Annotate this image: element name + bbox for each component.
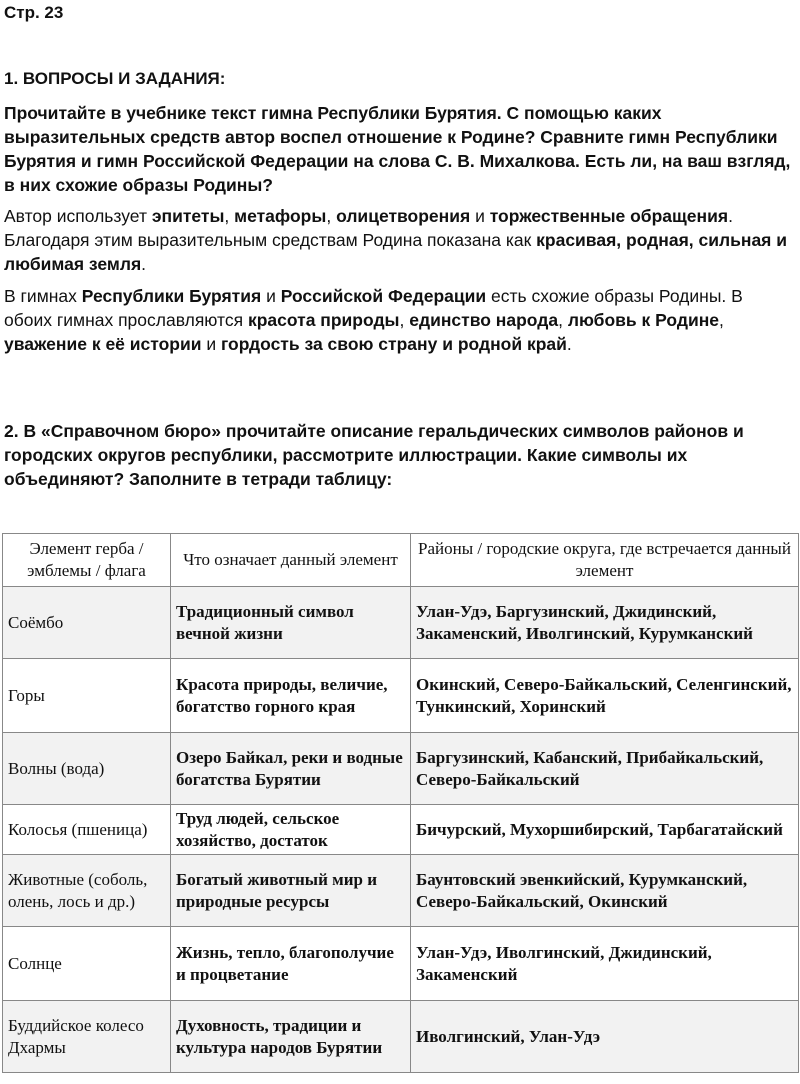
cell-districts: Бичурский, Мухоршибирский, Тарбагатайский (411, 805, 799, 855)
cell-element: Соёмбо (3, 587, 171, 659)
table-row (3, 659, 799, 733)
table-row (3, 855, 799, 927)
cell-districts: Иволгинский, Улан-Удэ (411, 1001, 799, 1073)
section-heading: 1. ВОПРОСЫ И ЗАДАНИЯ: (4, 69, 226, 88)
header-meaning: Что означает данный элемент (171, 534, 411, 587)
table-row (3, 927, 799, 1001)
cell-meaning: Духовность, традиции и культура народов Бурятии (171, 1001, 411, 1073)
answer-paragraph-2: В гимнах Республики Бурятия и Российской Федерации есть схожие образы Родины. В обоих гимнах прославляются красота природы, единство народа, любовь к Родине, уважение к её истории и гордость за свою страну и родной край. (4, 286, 743, 354)
page-number: Стр. 23 (4, 3, 64, 22)
heraldry-table (2, 533, 799, 1073)
cell-element: Колосья (пшеница) (3, 805, 171, 855)
cell-meaning: Красота природы, величие, богатство горного края (171, 659, 411, 733)
cell-meaning: Озеро Байкал, реки и водные богатства Бурятии (171, 733, 411, 805)
table-row (3, 805, 799, 855)
cell-element: Животные (соболь, олень, лось и др.) (3, 855, 171, 927)
cell-districts: Баргузинский, Кабанский, Прибайкальский, Северо-Байкальский (411, 733, 799, 805)
cell-districts: Улан-Удэ, Иволгинский, Джидинский, Закаменский (411, 927, 799, 1001)
cell-element: Солнце (3, 927, 171, 1001)
table-row (3, 733, 799, 805)
cell-element: Горы (3, 659, 171, 733)
cell-districts: Улан-Удэ, Баргузинский, Джидинский, Закаменский, Иволгинский, Курумканский (411, 587, 799, 659)
cell-meaning: Традиционный символ вечной жизни (171, 587, 411, 659)
cell-meaning: Труд людей, сельское хозяйство, достаток (171, 805, 411, 855)
cell-meaning: Богатый животный мир и природные ресурсы (171, 855, 411, 927)
header-districts: Районы / городские округа, где встречается данный элемент (411, 534, 799, 587)
cell-districts: Окинский, Северо-Байкальский, Селенгинский, Тункинский, Хоринский (411, 659, 799, 733)
question-2: 2. В «Справочном бюро» прочитайте описание геральдических символов районов и городских округов республики, рассмотрите иллюстрации. Какие символы их объединяют? Заполните в тетради таблицу: (4, 421, 744, 489)
table-row (3, 587, 799, 659)
cell-districts: Баунтовский эвенкийский, Курумканский, Северо-Байкальский, Окинский (411, 855, 799, 927)
cell-element: Волны (вода) (3, 733, 171, 805)
header-element: Элемент герба / эмблемы / флага (3, 534, 171, 587)
answer-paragraph-1: Автор использует эпитеты, метафоры, олицетворения и торжественные обращения. Благодаря этим выразительным средствам Родина показана как красивая, родная, сильная и любимая земля. (4, 206, 788, 274)
question-1: Прочитайте в учебнике текст гимна Республики Бурятия. С помощью каких выразительных средств автор воспел отношение к Родине? Сравните гимн Республики Бурятия и гимн Российской Федерации на слова С. В. Михалкова. Есть ли, на ваш взгляд, в них схожие образы Родины? (4, 103, 791, 195)
cell-meaning: Жизнь, тепло, благополучие и процветание (171, 927, 411, 1001)
table-header-row (3, 534, 799, 587)
table-row (3, 1001, 799, 1073)
cell-element: Буддийское колесо Дхармы (3, 1001, 171, 1073)
